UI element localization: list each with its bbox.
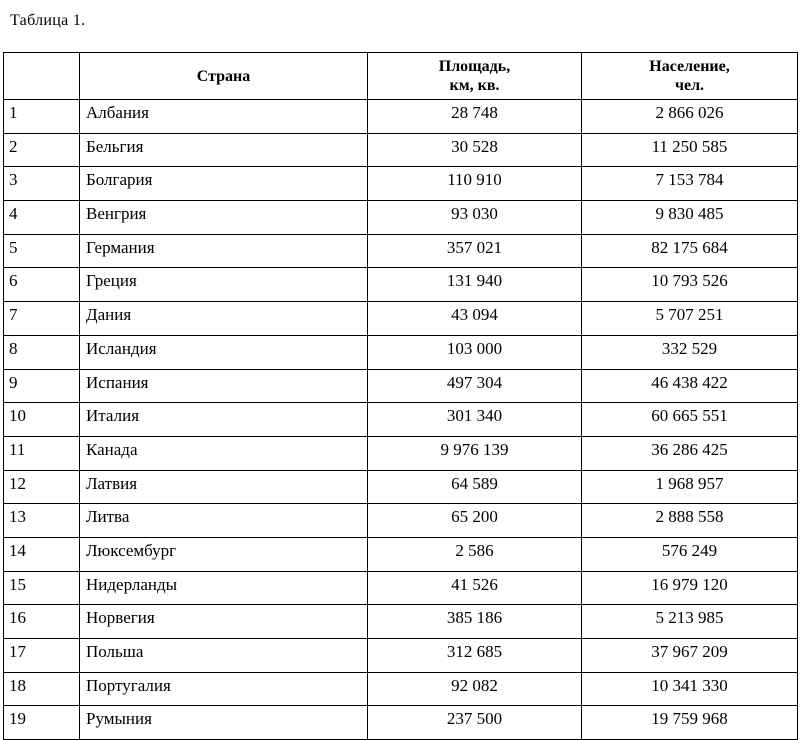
cell-population: 10 341 330 bbox=[582, 672, 798, 706]
cell-num: 13 bbox=[4, 504, 80, 538]
cell-population: 7 153 784 bbox=[582, 167, 798, 201]
table-row bbox=[4, 470, 798, 504]
cell-area: 43 094 bbox=[368, 302, 582, 336]
cell-population: 2 866 026 bbox=[582, 100, 798, 134]
cell-country: Канада bbox=[80, 436, 368, 470]
cell-area: 110 910 bbox=[368, 167, 582, 201]
table-row bbox=[4, 537, 798, 571]
cell-population: 37 967 209 bbox=[582, 639, 798, 673]
cell-area: 65 200 bbox=[368, 504, 582, 538]
cell-country: Испания bbox=[80, 369, 368, 403]
table-row bbox=[4, 302, 798, 336]
cell-area: 103 000 bbox=[368, 335, 582, 369]
table-caption: Таблица 1. bbox=[10, 12, 86, 29]
cell-country: Литва bbox=[80, 504, 368, 538]
cell-num: 18 bbox=[4, 672, 80, 706]
cell-num: 15 bbox=[4, 571, 80, 605]
table-row bbox=[4, 504, 798, 538]
cell-num: 9 bbox=[4, 369, 80, 403]
cell-num: 14 bbox=[4, 537, 80, 571]
cell-country: Албания bbox=[80, 100, 368, 134]
cell-area: 385 186 bbox=[368, 605, 582, 639]
cell-population: 1 968 957 bbox=[582, 470, 798, 504]
cell-num: 19 bbox=[4, 706, 80, 740]
cell-country: Нидерланды bbox=[80, 571, 368, 605]
cell-country: Италия bbox=[80, 403, 368, 437]
table-row bbox=[4, 201, 798, 235]
table-row bbox=[4, 706, 798, 740]
table-row bbox=[4, 335, 798, 369]
cell-country: Латвия bbox=[80, 470, 368, 504]
cell-area: 2 586 bbox=[368, 537, 582, 571]
table-row bbox=[4, 167, 798, 201]
cell-num: 1 bbox=[4, 100, 80, 134]
table-row bbox=[4, 234, 798, 268]
cell-area: 237 500 bbox=[368, 706, 582, 740]
cell-area: 301 340 bbox=[368, 403, 582, 437]
table-body bbox=[4, 100, 798, 740]
table-row bbox=[4, 571, 798, 605]
table-row bbox=[4, 268, 798, 302]
cell-population: 5 707 251 bbox=[582, 302, 798, 336]
cell-num: 10 bbox=[4, 403, 80, 437]
header-population-line1: Население, bbox=[649, 58, 730, 75]
table-row bbox=[4, 436, 798, 470]
header-num bbox=[4, 53, 80, 100]
cell-num: 4 bbox=[4, 201, 80, 235]
cell-country: Португалия bbox=[80, 672, 368, 706]
cell-population: 10 793 526 bbox=[582, 268, 798, 302]
cell-num: 8 bbox=[4, 335, 80, 369]
cell-population: 11 250 585 bbox=[582, 133, 798, 167]
cell-population: 36 286 425 bbox=[582, 436, 798, 470]
table-row bbox=[4, 100, 798, 134]
cell-area: 131 940 bbox=[368, 268, 582, 302]
cell-num: 12 bbox=[4, 470, 80, 504]
cell-population: 19 759 968 bbox=[582, 706, 798, 740]
table-header-row bbox=[4, 53, 798, 100]
cell-num: 6 bbox=[4, 268, 80, 302]
cell-num: 7 bbox=[4, 302, 80, 336]
cell-population: 9 830 485 bbox=[582, 201, 798, 235]
cell-population: 82 175 684 bbox=[582, 234, 798, 268]
cell-population: 46 438 422 bbox=[582, 369, 798, 403]
cell-area: 92 082 bbox=[368, 672, 582, 706]
table-row bbox=[4, 403, 798, 437]
header-population-line2: чел. bbox=[674, 77, 705, 94]
cell-country: Исландия bbox=[80, 335, 368, 369]
cell-country: Бельгия bbox=[80, 133, 368, 167]
cell-country: Норвегия bbox=[80, 605, 368, 639]
cell-country: Болгария bbox=[80, 167, 368, 201]
cell-num: 16 bbox=[4, 605, 80, 639]
cell-country: Румыния bbox=[80, 706, 368, 740]
cell-area: 357 021 bbox=[368, 234, 582, 268]
cell-country: Греция bbox=[80, 268, 368, 302]
header-country: Страна bbox=[80, 53, 368, 100]
cell-country: Германия bbox=[80, 234, 368, 268]
cell-population: 332 529 bbox=[582, 335, 798, 369]
cell-area: 497 304 bbox=[368, 369, 582, 403]
table-row bbox=[4, 605, 798, 639]
header-population bbox=[582, 53, 798, 100]
header-area bbox=[368, 53, 582, 100]
cell-population: 60 665 551 bbox=[582, 403, 798, 437]
cell-population: 16 979 120 bbox=[582, 571, 798, 605]
cell-country: Венгрия bbox=[80, 201, 368, 235]
cell-population: 5 213 985 bbox=[582, 605, 798, 639]
cell-num: 2 bbox=[4, 133, 80, 167]
cell-area: 30 528 bbox=[368, 133, 582, 167]
cell-population: 576 249 bbox=[582, 537, 798, 571]
cell-country: Польша bbox=[80, 639, 368, 673]
cell-num: 3 bbox=[4, 167, 80, 201]
cell-population: 2 888 558 bbox=[582, 504, 798, 538]
cell-num: 11 bbox=[4, 436, 80, 470]
cell-country: Дания bbox=[80, 302, 368, 336]
cell-area: 9 976 139 bbox=[368, 436, 582, 470]
cell-area: 312 685 bbox=[368, 639, 582, 673]
header-area-line2: км, кв. bbox=[449, 77, 500, 94]
cell-country: Люксембург bbox=[80, 537, 368, 571]
table-row bbox=[4, 133, 798, 167]
cell-area: 93 030 bbox=[368, 201, 582, 235]
table-row bbox=[4, 369, 798, 403]
cell-num: 17 bbox=[4, 639, 80, 673]
header-area-line1: Площадь, bbox=[438, 58, 511, 75]
table-row bbox=[4, 639, 798, 673]
cell-num: 5 bbox=[4, 234, 80, 268]
countries-table bbox=[3, 52, 798, 740]
cell-area: 28 748 bbox=[368, 100, 582, 134]
cell-area: 41 526 bbox=[368, 571, 582, 605]
cell-area: 64 589 bbox=[368, 470, 582, 504]
